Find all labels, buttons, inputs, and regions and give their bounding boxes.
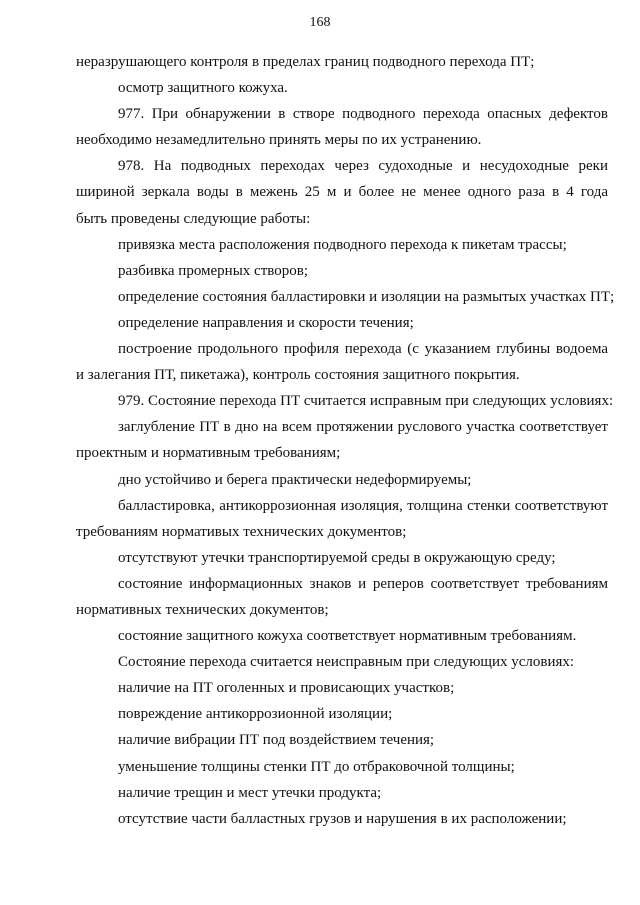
text-line: шириной зеркала воды в межень 25 м и более не менее одного раза в 4 года (76, 184, 608, 201)
text-line: определение состояния балластировки и изоляции на размытых участках ПТ; (118, 288, 615, 305)
body-text (76, 49, 615, 832)
text-line: уменьшение толщины стенки ПТ до отбраковочной толщины; (118, 758, 515, 775)
text-line: необходимо незамедлительно принять меры по их устранению. (76, 132, 482, 149)
text-line: 977. При обнаружении в створе подводного перехода опасных дефектов (118, 106, 608, 123)
text-line: состояние защитного кожуха соответствует нормативным требованиям. (118, 628, 577, 645)
page-number: 168 (309, 15, 331, 30)
text-line: отсутствие части балластных грузов и нарушения в их расположении; (118, 810, 567, 827)
text-line: 979. Состояние перехода ПТ считается исправным при следующих условиях: (118, 393, 614, 410)
text-line: балластировка, антикоррозионная изоляция, толщина стенки соответствуют (118, 497, 608, 514)
text-line: проектным и нормативным требованиям; (76, 445, 341, 462)
text-line: и залегания ПТ, пикетажа), контроль состояния защитного покрытия. (76, 367, 520, 384)
text-line: заглубление ПТ в дно на всем протяжении руслового участка соответствует (118, 419, 608, 436)
text-line: Состояние перехода считается неисправным при следующих условиях: (118, 654, 575, 671)
text-line: осмотр защитного кожуха. (118, 80, 288, 97)
text-line: построение продольного профиля перехода (с указанием глубины водоема (118, 341, 608, 358)
text-line: состояние информационных знаков и реперов соответствует требованиям (118, 575, 608, 592)
text-line: неразрушающего контроля в пределах границ подводного перехода ПТ; (76, 54, 535, 70)
text-line: быть проведены следующие работы: (76, 210, 311, 227)
text-line: повреждение антикоррозионной изоляции; (118, 706, 393, 723)
text-line: отсутствуют утечки транспортируемой среды в окружающую среду; (118, 549, 556, 566)
text-line: 978. На подводных переходах через судоходные и несудоходные реки (118, 158, 608, 175)
text-line: разбивка промерных створов; (118, 262, 308, 279)
text-line: нормативных технических документов; (76, 601, 329, 618)
text-line: привязка места расположения подводного перехода к пикетам трассы; (118, 236, 567, 253)
text-line: наличие трещин и мест утечки продукта; (118, 784, 382, 801)
text-line: дно устойчиво и берега практически недеформируемы; (118, 471, 472, 488)
text-line: наличие вибрации ПТ под воздействием течения; (118, 732, 435, 749)
text-line: наличие на ПТ оголенных и провисающих участков; (118, 680, 455, 697)
text-line: определение направления и скорости течения; (118, 314, 414, 331)
text-line: требованиям нормативых технических документов; (76, 523, 407, 540)
